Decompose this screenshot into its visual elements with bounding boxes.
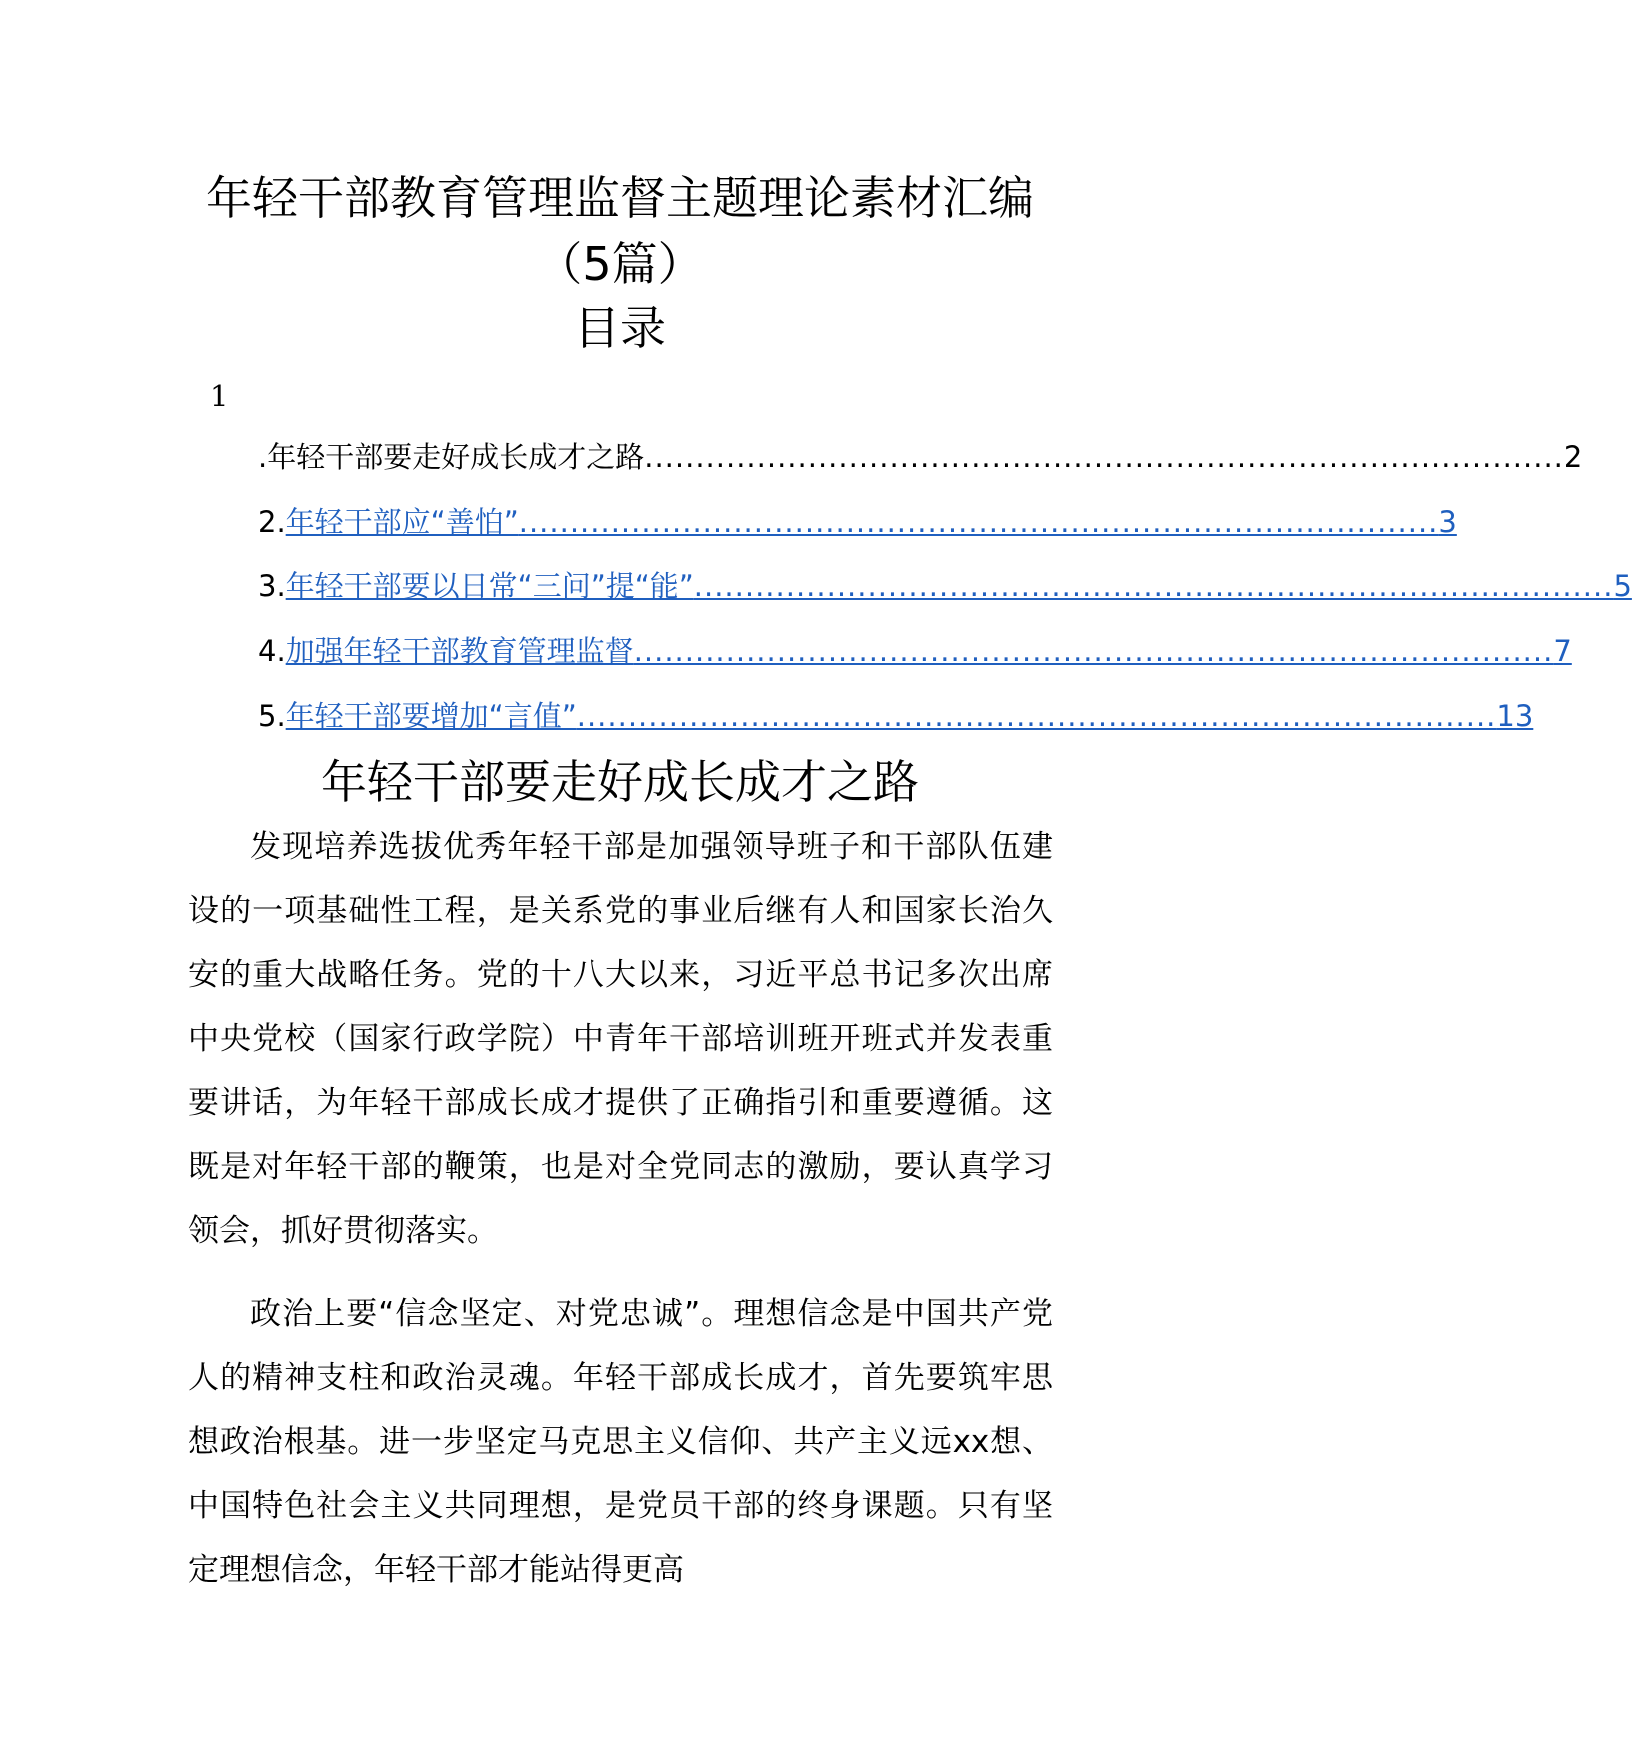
toc-item-page[interactable]: 7 [1553, 634, 1572, 668]
toc-item-title[interactable]: 年轻干部要走好成长成才之路 [267, 440, 645, 474]
toc-item-link[interactable]: 年轻干部要以日常“三问”提“能” [285, 569, 694, 603]
toc-item-1[interactable] [258, 437, 1583, 477]
toc-item-link[interactable]: 年轻干部要增加“言值” [285, 699, 577, 733]
toc-item-link[interactable]: 年轻干部应“善怕” [285, 505, 519, 539]
section-heading: 年轻干部要走好成长成才之路 [321, 755, 919, 809]
toc-item-2[interactable] [258, 502, 1457, 542]
body-paragraph-1 [188, 815, 1053, 1263]
body-paragraph-2 [188, 1282, 1053, 1602]
toc-item-number: 3. [258, 569, 286, 603]
toc-item-3[interactable] [258, 566, 1632, 606]
toc-item-link[interactable]: 加强年轻干部教育管理监督 [285, 634, 634, 668]
toc-item-page: 2 [1563, 440, 1583, 474]
toc-item-number: 5. [258, 699, 286, 733]
toc-item-page[interactable]: 13 [1496, 699, 1534, 733]
document-subtitle-count: （5篇） [536, 237, 704, 291]
paragraph-text: 政治上要“信念坚定、对党忠诚”。理想信念是中国共产党人的精神支柱和政治灵魂。年轻干部成长成才，首先要筑牢思想政治根基。进一步坚定马克思主义信仰、共产主义远xx想、中国特色社会主义共同理想，是党员干部的终身课题。只有坚定理想信念，年轻干部才能站得更高 [188, 1296, 1053, 1588]
toc-item-number: 2. [258, 505, 286, 539]
toc-item-5[interactable] [258, 696, 1534, 736]
toc-leader-dots[interactable]: .......................................................................................... [633, 634, 1554, 668]
paragraph-text: 发现培养选拔优秀年轻干部是加强领导班子和干部队伍建设的一项基础性工程，是关系党的事业后继有人和国家长治久安的重大战略任务。党的十八大以来，习近平总书记多次出席中央党校（国家行政学院）中青年干部培训班开班式并发表重要讲话，为年轻干部成长成才提供了正确指引和重要遵循。这既是对年轻干部的鞭策，也是对全党同志的激励，要认真学习领会，抓好贯彻落实。 [188, 829, 1053, 1249]
toc-leader-dots[interactable]: .......................................................................................... [518, 505, 1439, 539]
toc-leader-dots: .......................................................................................... [644, 440, 1564, 474]
toc-item-page[interactable]: 5 [1613, 569, 1632, 603]
toc-heading: 目录 [574, 301, 666, 355]
toc-item-number: . [258, 440, 268, 474]
toc-leader-dots[interactable]: .......................................................................................... [693, 569, 1614, 603]
toc-leader-dots[interactable]: .......................................................................................... [576, 699, 1497, 733]
toc-item-page[interactable]: 3 [1438, 505, 1457, 539]
toc-item-number: 4. [258, 634, 286, 668]
document-title: 年轻干部教育管理监督主题理论素材汇编 [206, 171, 1034, 225]
toc-first-number: 1 [210, 379, 229, 413]
toc-item-4[interactable] [258, 631, 1572, 671]
